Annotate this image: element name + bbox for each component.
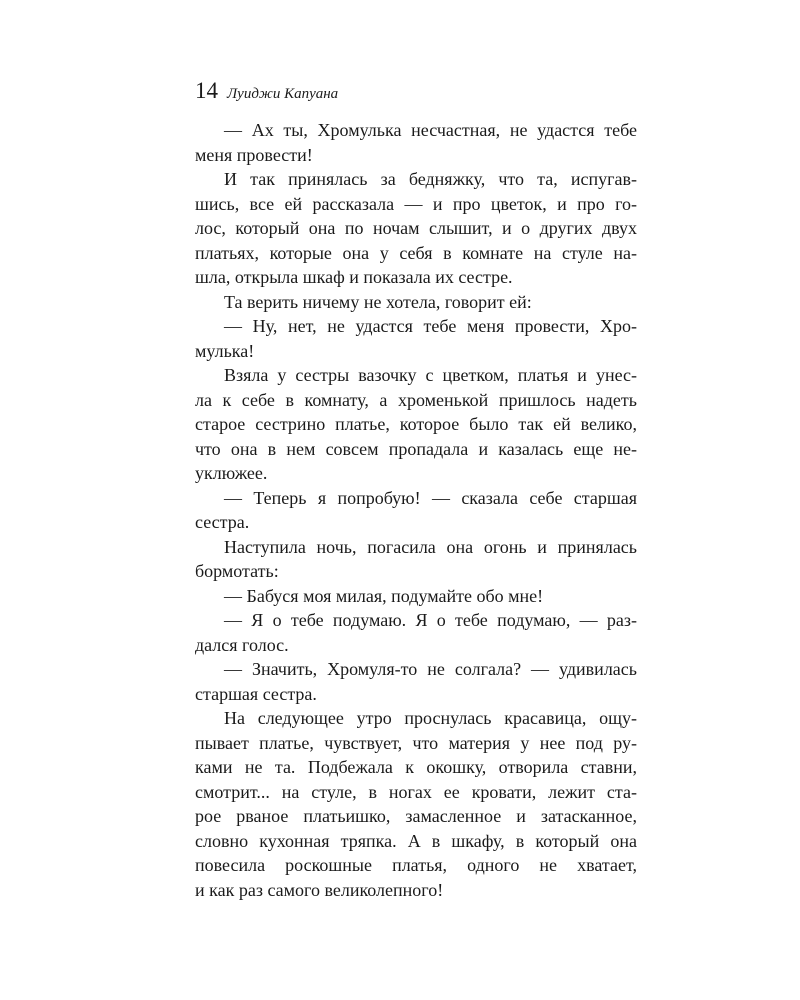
paragraph [195, 706, 637, 902]
paragraph [195, 314, 637, 363]
text-line: Та верить ничему не хотела, говорит ей: [224, 291, 532, 312]
paragraph [195, 535, 637, 584]
text-line: словно кухонная тряпка. А в шкафу, в который она [195, 830, 637, 851]
text-line: дался голос. [195, 634, 289, 655]
text-line: смотрит... на стуле, в ногах ее кровати, лежит ста- [195, 781, 637, 802]
text-line: Взяла у сестры вазочку с цветком, платья и унес- [224, 365, 637, 385]
text-line: платьях, которые она у себя в комнате на стуле на- [195, 242, 637, 263]
text-line: — Я о тебе подумаю. Я о тебе подумаю, — раз- [224, 610, 637, 630]
text-line: — Бабуся моя милая, подумайте обо мне! [224, 585, 544, 606]
text-line: — Ну, нет, не удастся тебе меня провести, Хро- [224, 316, 637, 336]
text-line: мулька! [195, 340, 255, 361]
paragraph [195, 363, 637, 486]
author-name: Луиджи Капуана [227, 86, 339, 102]
text-line: пывает платье, чувствует, что материя у нее под ру- [195, 732, 637, 753]
paragraph [195, 486, 637, 535]
text-line: повесила роскошные платья, одного не хватает, [195, 855, 637, 875]
text-line: ками не та. Подбежала к окошку, отворила ставни, [195, 757, 637, 777]
text-line: что она в нем совсем пропадала и казалась еще не- [195, 438, 637, 459]
text-line: рое рваное платьишко, замасленное и затасканное, [195, 806, 637, 826]
text-line: старшая сестра. [195, 683, 317, 704]
text-line: уклюжее. [195, 463, 268, 483]
text-line: и как раз самого великолепного! [195, 879, 444, 900]
paragraph [195, 584, 637, 609]
text-line: лос, который она по ночам слышит, и о других двух [195, 218, 637, 238]
text-line: ла к себе в комнату, а хроменькой пришлось надеть [195, 389, 637, 410]
paragraph [195, 657, 637, 706]
paragraph [195, 118, 637, 167]
text-line: шла, открыла шкаф и показала их сестре. [195, 267, 513, 287]
text-line: На следующее утро проснулась красавица, ощу- [224, 708, 637, 728]
text-line: старое сестрино платье, которое было так ей велико, [195, 414, 637, 434]
page-number: 14 [195, 78, 218, 103]
text-line: И так принялась за бедняжку, что та, испугав- [224, 169, 637, 189]
text-line: меня провести! [195, 144, 313, 165]
running-head [195, 76, 338, 106]
body-text [195, 118, 637, 902]
text-line: бормотать: [195, 561, 279, 581]
text-line: — Ах ты, Хромулька несчастная, не удастся тебе [224, 120, 637, 140]
paragraph [195, 167, 637, 290]
paragraph [195, 290, 637, 315]
text-line: — Теперь я попробую! — сказала себе старшая [224, 487, 637, 508]
text-line: сестра. [195, 512, 250, 532]
text-line: Наступила ночь, погасила она огонь и принялась [224, 536, 637, 557]
text-line: шись, все ей рассказала — и про цветок, и про го- [195, 193, 637, 214]
paragraph [195, 608, 637, 657]
text-line: — Значить, Хромуля-то не солгала? — удивилась [224, 659, 637, 679]
